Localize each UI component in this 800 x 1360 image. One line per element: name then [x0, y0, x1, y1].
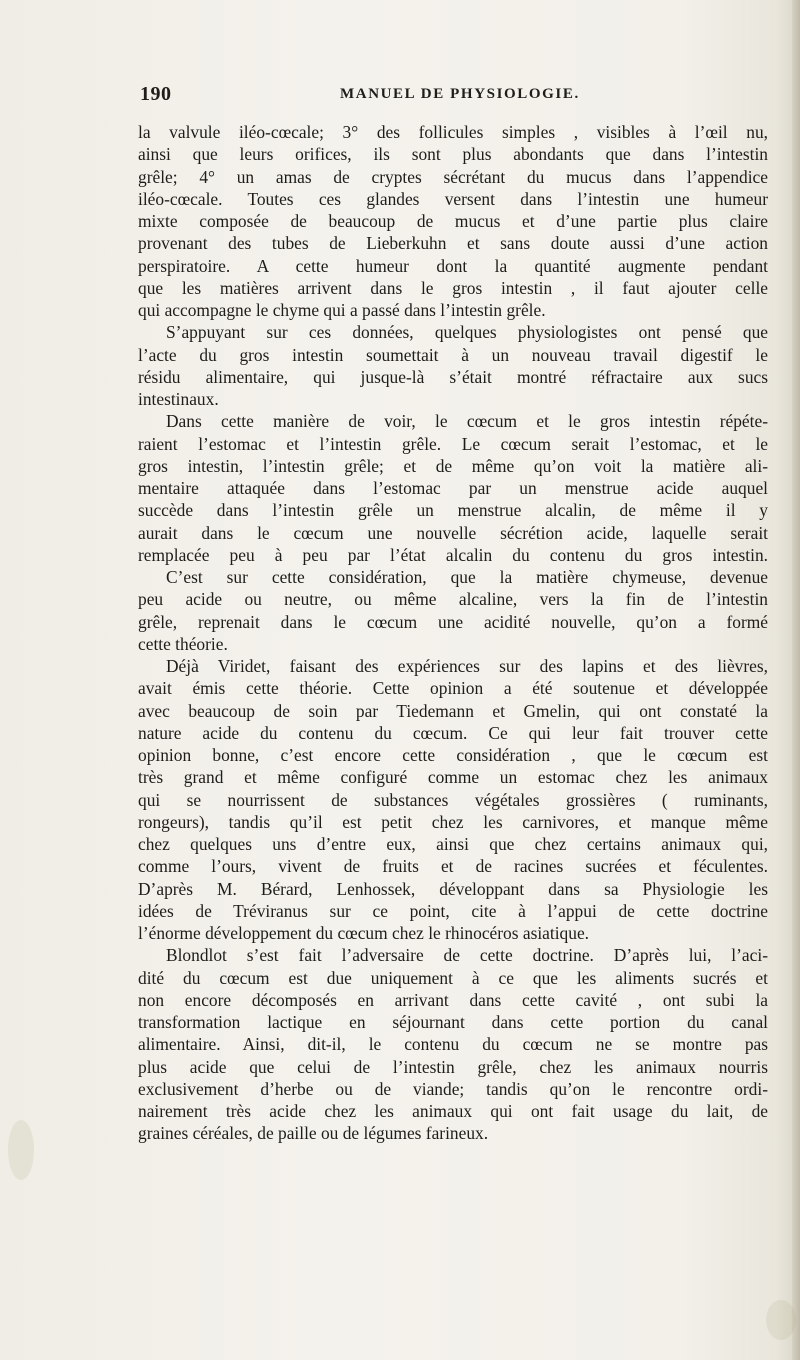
text-line: perspiratoire. A cette humeur dont la quantité augmente pendant	[138, 255, 768, 276]
text-line: cette théorie.	[138, 633, 228, 654]
text-line: l’énorme développement du cœcum chez le rhinocéros asiatique.	[138, 923, 590, 943]
text-line: S’appuyant sur ces données, quelques physiologistes ont pensé que	[166, 322, 768, 343]
text-line: chez quelques uns d’entre eux, ainsi que chez certains animaux qui,	[138, 834, 768, 854]
text-line: exclusivement d’herbe ou de viande; tandis qu’on le rencontre ordi-	[138, 1078, 768, 1099]
text-line: rongeurs), tandis qu’il est petit chez les carnivores, et manque même	[138, 811, 768, 832]
text-line: Dans cette manière de voir, le cœcum et le gros intestin répéte-	[166, 411, 768, 432]
text-line: qui se nourrissent de substances végétales grossières ( ruminants,	[138, 789, 768, 810]
text-line: Blondlot s’est fait l’adversaire de cette doctrine. D’après lui, l’aci-	[166, 945, 768, 966]
text-line: mentaire attaquée dans l’estomac par un menstrue acide auquel	[138, 478, 768, 498]
text-line: comme l’ours, vivent de fruits et de racines sucrées et féculentes.	[138, 856, 768, 877]
running-title: MANUEL DE PHYSIOLOGIE.	[340, 86, 580, 102]
running-head	[140, 83, 770, 107]
text-line: mixte composée de beaucoup de mucus et d’une partie plus claire	[138, 211, 768, 231]
text-line: grêle; 4° un amas de cryptes sécrétant du mucus dans l’appendice	[138, 166, 768, 187]
text-line: nature acide du contenu du cœcum. Ce qui leur fait trouver cette	[138, 722, 768, 743]
text-line: Déjà Viridet, faisant des expériences sur des lapins et des lièvres,	[166, 656, 768, 676]
page-number: 190	[140, 83, 172, 105]
text-line: non encore décomposés en arrivant dans cette cavité , ont subi la	[138, 989, 768, 1010]
text-line: raient l’estomac et l’intestin grêle. Le cœcum serait l’estomac, et le	[138, 433, 768, 454]
text-line: alimentaire. Ainsi, dit-il, le contenu du cœcum ne se montre pas	[138, 1034, 768, 1055]
text-line: très grand et même configuré comme un estomac chez les animaux	[138, 767, 768, 788]
text-line: avec beaucoup de soin par Tiedemann et Gmelin, qui ont constaté la	[138, 700, 768, 721]
text-line: opinion bonne, c’est encore cette considération , que le cœcum est	[138, 745, 768, 765]
text-line: ainsi que leurs orifices, ils sont plus abondants que dans l’intestin	[138, 144, 768, 165]
text-line: l’acte du gros intestin soumettait à un nouveau travail digestif le	[138, 344, 768, 365]
text-line: remplacée peu à peu par l’état alcalin du contenu du gros intestin.	[138, 544, 768, 565]
text-line: peu acide ou neutre, ou même alcaline, vers la fin de l’intestin	[138, 589, 768, 610]
text-line: avait émis cette théorie. Cette opinion a été soutenue et développée	[138, 678, 768, 699]
paper-stain	[766, 1300, 796, 1340]
text-line: qui accompagne le chyme qui a passé dans l’intestin grêle.	[138, 300, 546, 320]
text-line: provenant des tubes de Lieberkuhn et sans doute aussi d’une action	[138, 233, 768, 254]
text-line: graines céréales, de paille ou de légumes farineux.	[138, 1123, 489, 1144]
text-line: résidu alimentaire, qui jusque-là s’était montré réfractaire aux sucs	[138, 366, 768, 387]
text-line: plus acide que celui de l’intestin grêle, chez les animaux nourris	[138, 1056, 768, 1077]
text-line: aurait dans le cœcum une nouvelle sécrétion acide, laquelle serait	[138, 522, 768, 543]
text-line: nairement très acide chez les animaux qui ont fait usage du lait, de	[138, 1101, 768, 1121]
paper-stain	[8, 1120, 34, 1180]
text-line: que les matières arrivent dans le gros intestin , il faut ajouter celle	[138, 277, 768, 298]
text-line: intestinaux.	[138, 389, 219, 409]
text-line: C’est sur cette considération, que la matière chymeuse, devenue	[166, 567, 768, 587]
text-line: gros intestin, l’intestin grêle; et de même qu’on voit la matière ali-	[138, 455, 768, 476]
page-edge-shadow	[792, 0, 800, 1360]
text-line: idées de Tréviranus sur ce point, cite à l’appui de cette doctrine	[138, 900, 768, 921]
text-line: D’après M. Bérard, Lenhossek, développant dans sa Physiologie les	[138, 878, 768, 899]
text-line: succède dans l’intestin grêle un menstrue alcalin, de même il y	[138, 500, 768, 521]
text-line: iléo-cœcale. Toutes ces glandes versent dans l’intestin une humeur	[138, 188, 768, 209]
text-line: dité du cœcum est due uniquement à ce que les aliments sucrés et	[138, 967, 768, 988]
text-line: transformation lactique en séjournant dans cette portion du canal	[138, 1012, 768, 1032]
text-line: la valvule iléo-cœcale; 3° des follicules simples , visibles à l’œil nu,	[138, 122, 768, 142]
body-text	[138, 121, 768, 1145]
text-line: grêle, reprenait dans le cœcum une acidité nouvelle, qu’on a formé	[138, 611, 768, 632]
